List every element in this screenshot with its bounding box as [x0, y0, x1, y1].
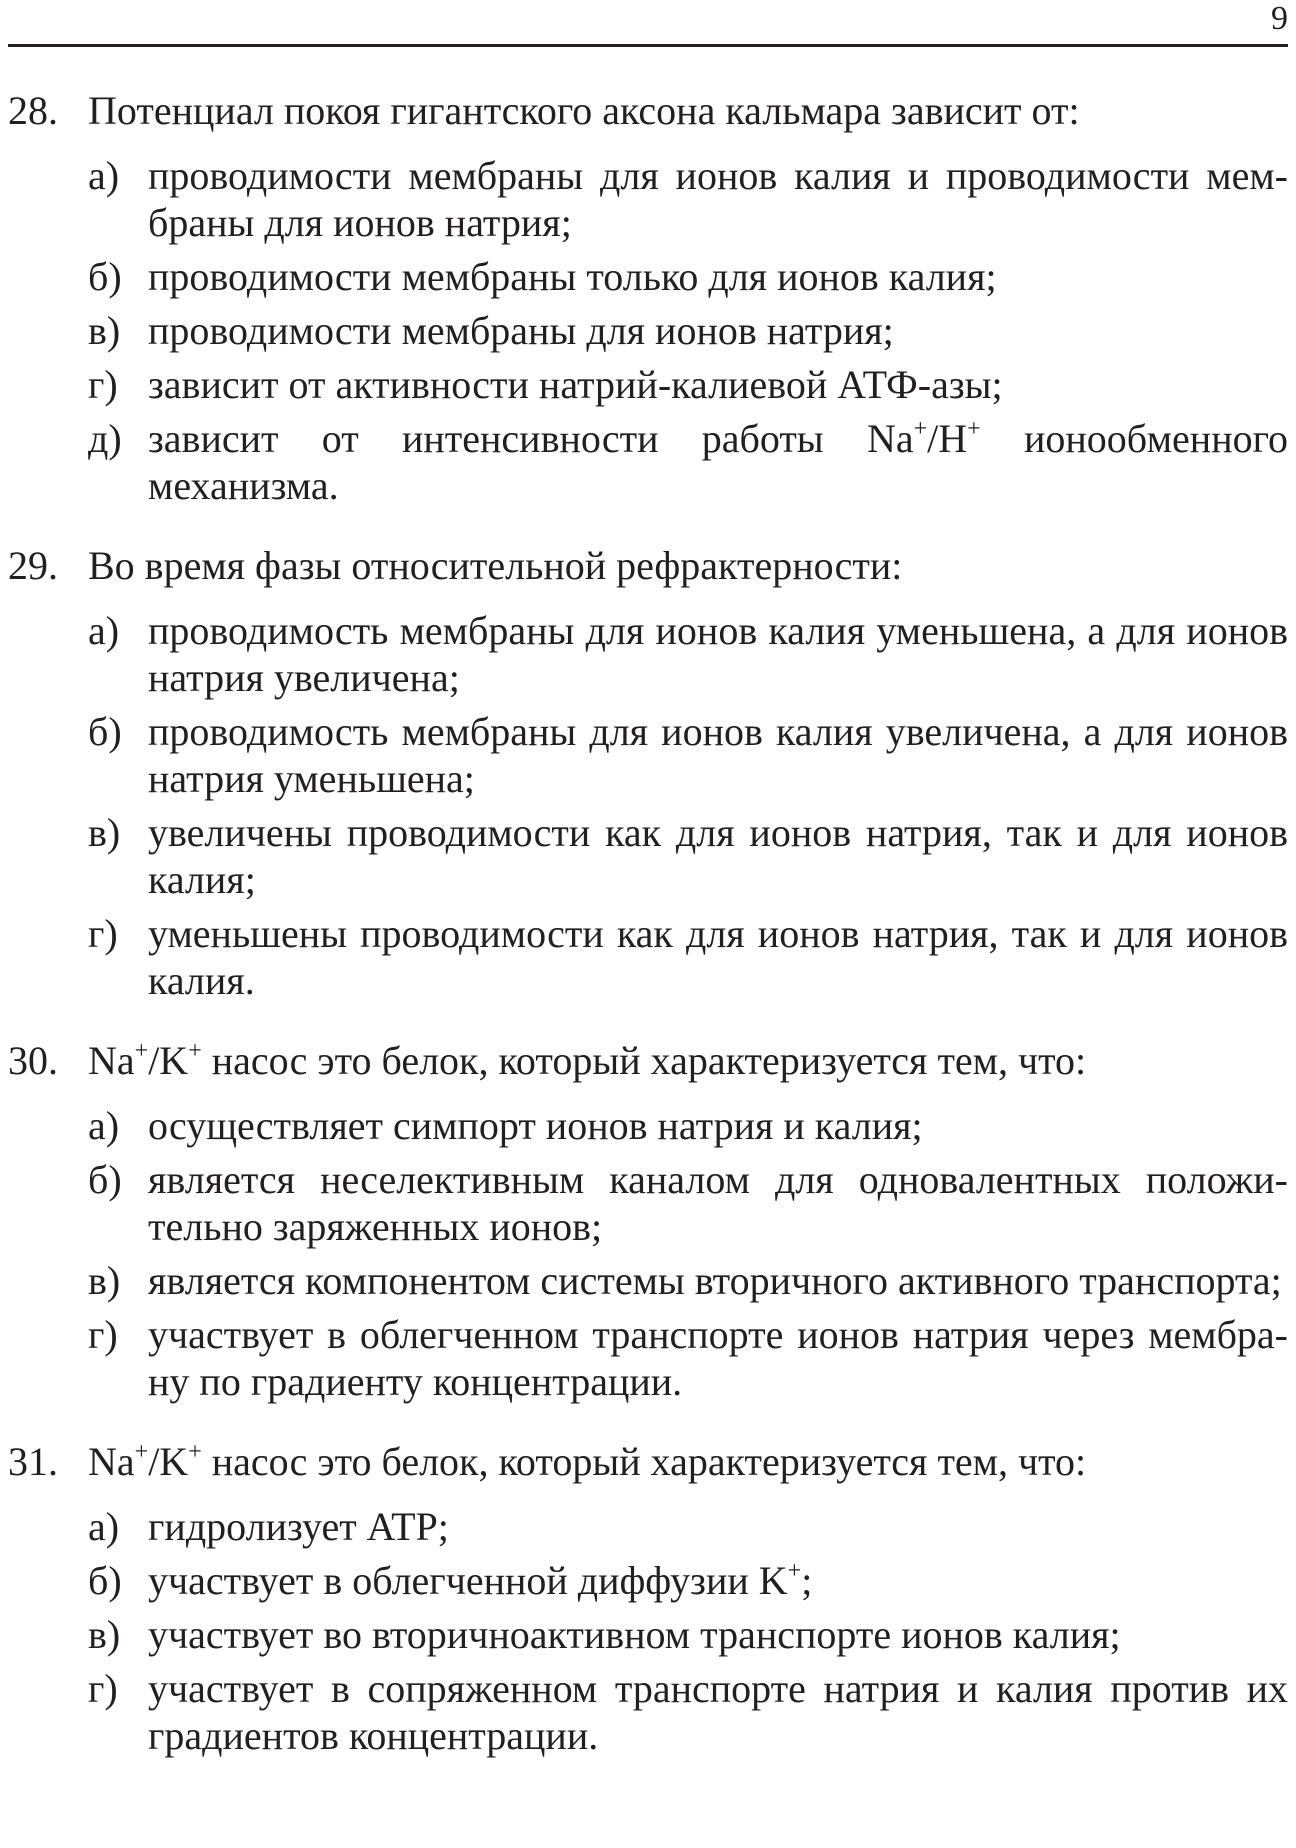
answer-option: [88, 361, 1288, 408]
text-run: Потенциал покоя гигантского аксона кальмара зависит от:: [88, 88, 1080, 133]
option-text: [148, 1611, 1288, 1658]
option-letter: в): [88, 308, 121, 353]
text-run: является неселективным каналом для одновалентных положительно заряженных ионов;: [148, 1157, 1288, 1249]
answer-option: [88, 708, 1288, 802]
question: [8, 543, 1288, 1004]
question-header: [8, 543, 1288, 589]
text-run: проводимость мембраны для ионов калия увеличена, а для ионов натрия уменьшена;: [148, 709, 1288, 801]
option-text: [148, 307, 1288, 354]
header-rule: [8, 44, 1288, 47]
answer-option: [88, 415, 1288, 509]
text-run: Во время фазы относительной рефрактерности:: [88, 543, 903, 588]
option-text: [148, 1557, 1288, 1604]
text-run: участвует во вторичноактивном транспорте ионов калия;: [148, 1612, 1121, 1657]
option-text: [148, 1257, 1288, 1304]
text-run: /K: [148, 1439, 189, 1484]
text-run: проводимость мембраны для ионов калия уменьшена, а для ионов натрия увеличена;: [148, 608, 1288, 700]
answer-option: [88, 1102, 1288, 1149]
option-letter: а): [88, 1103, 120, 1148]
question: [8, 1038, 1288, 1405]
answer-option: [88, 1611, 1288, 1658]
option-text: [148, 152, 1288, 246]
text-run: зависит от интенсивности работы Na: [148, 416, 914, 461]
option-letter: г): [88, 1312, 118, 1357]
option-letter: г): [88, 911, 118, 956]
text-run: /K: [148, 1038, 189, 1083]
question-text: [88, 88, 1288, 134]
option-letter: б): [88, 709, 122, 754]
text-run: осуществляет симпорт ионов натрия и калия;: [148, 1103, 923, 1148]
superscript-text: +: [913, 415, 928, 442]
text-run: проводимости мембраны для ионов калия и проводимости мембраны для ионов натрия;: [148, 153, 1288, 245]
text-run: ионообменного механизма.: [148, 416, 1289, 508]
answer-option: [88, 1665, 1288, 1759]
option-letter: б): [88, 1157, 122, 1202]
text-run: зависит от активности натрий-калиевой АТФ-азы;: [148, 362, 1003, 407]
option-letter: а): [88, 153, 120, 198]
answer-option: [88, 253, 1288, 300]
text-run: гидролизует ATP;: [148, 1504, 449, 1549]
option-letter: а): [88, 608, 120, 653]
text-run: проводимости мембраны для ионов натрия;: [148, 308, 894, 353]
question-header: [8, 1439, 1288, 1485]
question-number: 28.: [8, 88, 58, 133]
text-run: насос это белок, который характеризуется тем, что:: [201, 1038, 1087, 1083]
answer-option: [88, 1311, 1288, 1405]
option-text: [148, 1665, 1288, 1759]
superscript-text: +: [787, 1557, 802, 1584]
option-letter: б): [88, 254, 122, 299]
superscript-text: +: [188, 1037, 202, 1064]
superscript-text: +: [134, 1037, 149, 1064]
question-number: 30.: [8, 1038, 58, 1083]
text-run: Na: [88, 1439, 135, 1484]
option-text: [148, 910, 1288, 1004]
question: [8, 1439, 1288, 1759]
superscript-text: +: [967, 415, 981, 442]
answer-option: [88, 1557, 1288, 1604]
option-letter: в): [88, 810, 121, 855]
text-run: ;: [801, 1558, 813, 1603]
answer-option: [88, 1257, 1288, 1304]
question: [8, 88, 1288, 509]
text-run: /H: [927, 416, 968, 461]
answer-option: [88, 809, 1288, 903]
option-letter: д): [88, 416, 122, 461]
answer-options: [88, 1102, 1288, 1405]
option-letter: а): [88, 1504, 120, 1549]
option-text: [148, 1503, 1288, 1550]
answer-option: [88, 607, 1288, 701]
text-run: насос это белок, который характеризуется тем, что:: [201, 1439, 1087, 1484]
question-header: [8, 88, 1288, 134]
option-text: [148, 415, 1288, 509]
question-header: [8, 1038, 1288, 1084]
option-text: [148, 1311, 1288, 1405]
option-text: [148, 361, 1288, 408]
option-text: [148, 607, 1288, 701]
text-run: уменьшены проводимости как для ионов натрия, так и для ионов калия.: [148, 911, 1288, 1003]
question-text: [88, 1439, 1288, 1485]
answer-option: [88, 910, 1288, 1004]
text-run: участвует в облегченном транспорте ионов натрия через мембрану по градиенту концентрации.: [148, 1312, 1288, 1404]
text-run: Na: [88, 1038, 135, 1083]
option-letter: б): [88, 1558, 122, 1603]
question-number: 31.: [8, 1439, 58, 1484]
superscript-text: +: [188, 1438, 202, 1465]
text-run: участвует в облегченной диффузии K: [148, 1558, 788, 1603]
option-letter: г): [88, 1666, 118, 1711]
text-run: проводимости мембраны только для ионов калия;: [148, 254, 997, 299]
superscript-text: +: [134, 1438, 149, 1465]
text-run: является компонентом системы вторичного активного транспорта;: [148, 1258, 1282, 1303]
question-text: [88, 1038, 1288, 1084]
option-letter: в): [88, 1258, 121, 1303]
text-run: увеличены проводимости как для ионов натрия, так и для ионов калия;: [148, 810, 1288, 902]
page-number: 9: [1271, 0, 1288, 37]
answer-options: [88, 152, 1288, 509]
option-text: [148, 809, 1288, 903]
question-number: 29.: [8, 543, 58, 588]
option-text: [148, 708, 1288, 802]
question-list: [8, 88, 1288, 1793]
answer-option: [88, 152, 1288, 246]
option-letter: в): [88, 1612, 121, 1657]
question-text: [88, 543, 1288, 589]
answer-option: [88, 1156, 1288, 1250]
answer-options: [88, 1503, 1288, 1759]
option-text: [148, 1102, 1288, 1149]
text-run: участвует в сопряженном транспорте натрия и калия против их градиентов концентрации.: [148, 1666, 1288, 1758]
answer-option: [88, 307, 1288, 354]
answer-options: [88, 607, 1288, 1004]
option-text: [148, 253, 1288, 300]
option-letter: г): [88, 362, 118, 407]
option-text: [148, 1156, 1288, 1250]
answer-option: [88, 1503, 1288, 1550]
